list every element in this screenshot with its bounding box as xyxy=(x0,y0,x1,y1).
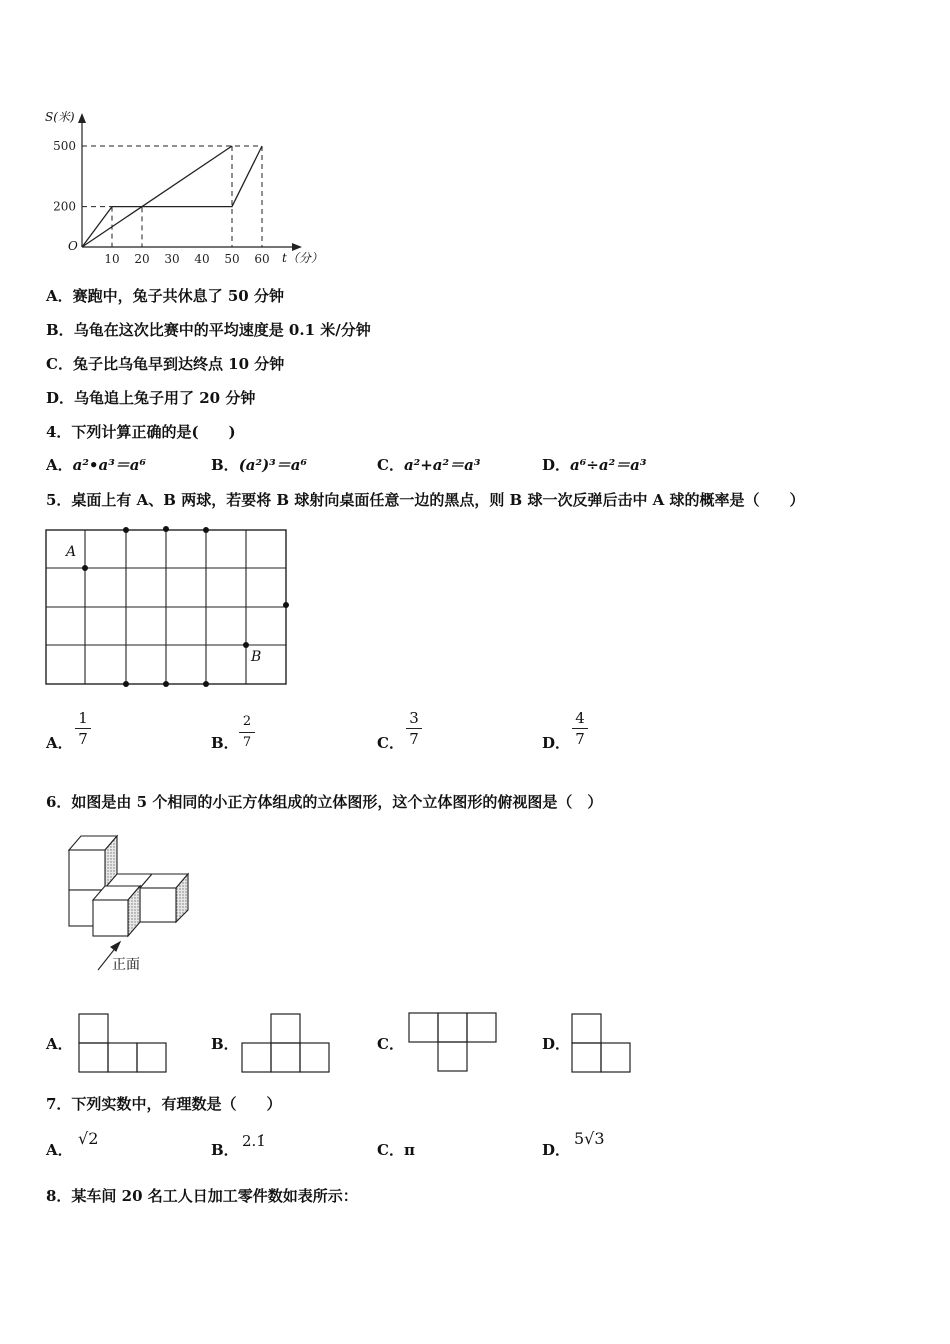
sqrt2-expression: √2 xyxy=(78,1129,99,1148)
dot xyxy=(123,527,129,533)
ball-a-dot xyxy=(82,565,88,571)
q5-option-a[interactable]: A． xyxy=(46,734,73,752)
dot xyxy=(283,602,289,608)
q7-stem: 7．下列实数中，有理数是（ ） xyxy=(46,1095,282,1113)
y-axis-arrow xyxy=(78,113,86,123)
q3-option-a[interactable]: A．赛跑中，兔子共休息了 50 分钟 xyxy=(46,287,284,305)
q3-option-b[interactable]: B．乌龟在这次比赛中的平均速度是 0.1 米/分钟 xyxy=(46,321,371,339)
q4-option-c[interactable]: C．a²+a²＝a³ xyxy=(377,456,481,474)
top-view-option-a[interactable] xyxy=(78,1013,170,1075)
top-view-option-c[interactable] xyxy=(408,1012,500,1074)
ball-b-label: B xyxy=(251,649,262,665)
q6-stem: 6．如图是由 5 个相同的小正方体组成的立体图形，这个立体图形的俯视图是（ ） xyxy=(46,793,603,811)
x-tick-label: 60 xyxy=(254,252,270,266)
q3-option-c[interactable]: C．兔子比乌龟早到达终点 10 分钟 xyxy=(46,355,285,373)
repeating-decimal-expression: 2.1̇ xyxy=(242,1132,266,1150)
origin-label: O xyxy=(68,239,78,253)
q4-option-a[interactable]: A．a²•a³＝a⁶ xyxy=(46,456,147,474)
q5-option-c[interactable]: C． xyxy=(377,734,404,752)
top-view-option-b[interactable] xyxy=(241,1013,333,1075)
x-tick-label: 20 xyxy=(134,252,150,266)
q6-option-b[interactable]: B． xyxy=(211,1035,239,1053)
q6-option-d[interactable]: D． xyxy=(542,1035,571,1053)
q5-fraction-d: 4 7 xyxy=(572,709,588,748)
q4-stem: 4．下列计算正确的是( ) xyxy=(46,423,236,441)
x-tick-label: 50 xyxy=(224,252,240,266)
q5-fraction-c: 3 7 xyxy=(406,709,422,748)
y-axis-title: S(米) xyxy=(45,110,75,124)
q4-option-d[interactable]: D．a⁶÷a²＝a³ xyxy=(542,456,647,474)
series-line-兔子 xyxy=(82,146,262,247)
distance-time-graph xyxy=(40,105,330,270)
grid-lines xyxy=(46,530,286,684)
q5-option-b[interactable]: B． xyxy=(211,734,239,752)
dot xyxy=(123,681,129,687)
dot xyxy=(203,681,209,687)
q3-option-d[interactable]: D．乌龟追上兔子用了 20 分钟 xyxy=(46,389,256,407)
x-tick-label: 10 xyxy=(104,252,120,266)
ball-b-dot xyxy=(243,642,249,648)
dot xyxy=(203,527,209,533)
cube-front xyxy=(69,850,105,890)
q5-fraction-a: 1 7 xyxy=(75,709,91,748)
q7-option-a[interactable]: A． xyxy=(46,1141,73,1159)
q7-option-b[interactable]: B． xyxy=(211,1141,239,1159)
q6-option-c[interactable]: C． xyxy=(377,1035,404,1053)
q5-option-d[interactable]: D． xyxy=(542,734,571,752)
q8-stem: 8．某车间 20 名工人日加工零件数如表所示： xyxy=(46,1187,358,1205)
q6-option-a[interactable]: A． xyxy=(46,1035,73,1053)
billiard-table-grid xyxy=(40,522,300,694)
x-tick-label: 30 xyxy=(164,252,180,266)
five-sqrt3-expression: 5√3 xyxy=(574,1129,605,1148)
top-view-option-d[interactable] xyxy=(571,1013,635,1075)
ball-a-label: A xyxy=(66,544,77,560)
front-view-label: 正面 xyxy=(112,957,140,973)
q7-option-c[interactable]: C．π xyxy=(377,1141,415,1159)
y-tick-label: 500 xyxy=(53,139,76,153)
q5-stem: 5．桌面上有 A、B 两球，若要将 B 球射向桌面任意一边的黑点，则 B 球一次反弹后击中 A 球的概率是（ ） xyxy=(46,491,805,509)
cube-front xyxy=(140,888,176,922)
dot xyxy=(163,526,169,532)
y-tick-label: 200 xyxy=(53,199,76,214)
q7-option-d[interactable]: D． xyxy=(542,1141,571,1159)
q4-option-b[interactable]: B．(a²)³＝a⁶ xyxy=(211,456,308,474)
q5-fraction-b: 2 7 xyxy=(239,713,255,752)
cube-front xyxy=(93,900,128,936)
series-line-乌龟 xyxy=(82,146,232,247)
x-axis-title: t（分） xyxy=(282,251,323,265)
x-tick-label: 40 xyxy=(194,252,210,266)
dot xyxy=(163,681,169,687)
